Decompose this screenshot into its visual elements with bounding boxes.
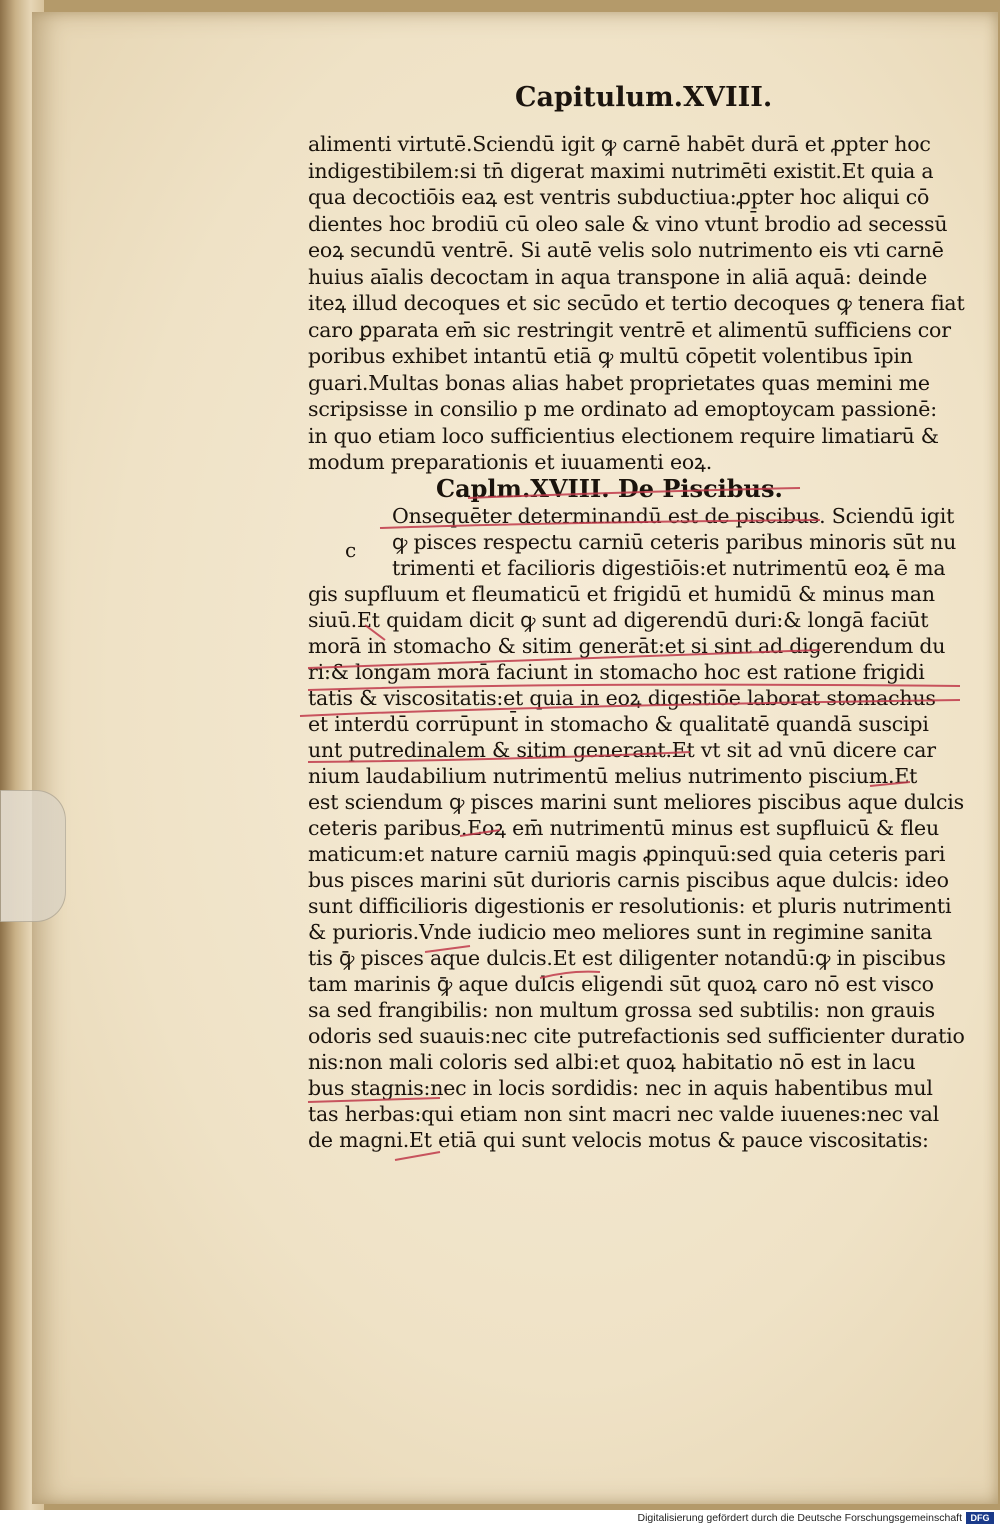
text-line: indigestibilem:si tn̄ digerat maximi nutrimēti existit.Et quia a [308,158,934,183]
text-line: iteꝝ illud decoques et sic secūdo et tertio decoques ꝙ tenera fiat [308,291,965,315]
text-line: dientes hoc brodiū cū oleo sale & vino vtunt̄ brodio ad secessū [308,211,948,236]
underline-5 [308,752,690,762]
text-line: tas herbas:qui etiam non sint macri nec valde iuuenes:nec val [308,1102,940,1126]
text-line: maticum:et nature carniū magis ꝓpinquū:sed quia ceteris pari [308,842,946,866]
heading-underline [468,488,800,498]
text-line: ri:& longam morā faciunt in stomacho hoc est ratione frigidi [308,660,925,684]
mark-5 [540,972,600,978]
text-line: caro ꝑparata em̄ sic restringit ventrē et alimentū sufficiens cor [308,317,951,342]
text-line: eoꝝ secundū ventrē. Si autē velis solo nutrimento eis vti carnē [308,238,944,262]
text-line: odoris sed suauis:nec cite putrefactionis sed sufficienter duratio [308,1024,965,1048]
underline-6 [308,1098,440,1102]
text-line: siuū.Et quidam dicit ꝙ sunt ad digerendū duri:& longā faciūt [308,608,929,632]
text-line: sa sed frangibilis: non multum grossa sed subtilis: non grauis [308,998,935,1022]
text-line: gis supfluum et fleumaticū et frigidū et humidū & minus man [308,582,935,606]
mark-1 [365,625,385,640]
text-line: trimenti et facilioris digestiōis:et nutrimentū eoꝝ ē ma [392,556,946,580]
mark-4 [425,946,470,952]
dfg-logo-icon: DFG [966,1512,994,1524]
footer-credit: Digitalisierung gefördert durch die Deutsche Forschungsgemeinschaft [637,1512,962,1524]
text-line: alimenti virtutē.Sciendū igit ꝙ carnē habēt durā et ꝓpter hoc [308,132,931,156]
text-line: guari.Multas bonas alias habet proprietates quas memini me [308,370,930,395]
text-line: de magni.Et etiā qui sunt velocis motus & pauce viscositatis: [308,1128,929,1152]
text-line: scripsisse in consilio p me ordinato ad emoptoycam passionē: [308,397,937,421]
text-line: sunt difficilioris digestionis er resolutionis: et pluris nutrimenti [308,894,952,918]
underline-4 [300,700,960,716]
text-line: ceteris paribus.Eoꝝ em̄ nutrimentū minus est supfluicū & fleu [308,816,939,840]
text-line: ꝙ pisces respectu carniū ceteris paribus minoris sūt nu [392,530,957,554]
text-line: est sciendum ꝙ pisces marini sunt meliores piscibus aque dulcis [308,790,964,814]
text-line: in quo etiam loco sufficientius electionem require limatiarū & [308,423,939,448]
text-line: modum preparationis et iuuamenti eoꝝ. [308,450,713,474]
text-line: tam marinis ꝙ̄ aque dulcis eligendi sūt quoꝝ caro nō est visco [308,972,934,996]
text-line: et interdū corrūpunt̄ in stomacho & qualitatē quandā suscipi [308,712,929,736]
underline-2 [308,650,820,668]
text-line: poribus exhibet intantū etiā ꝙ multū cōpetit volentibus īpin [308,344,913,368]
underline-3 [308,685,960,690]
mark-3 [460,830,500,836]
text-line: bus pisces marini sūt durioris carnis piscibus aque dulcis: ideo [308,868,949,892]
text-line: qua decoctiōis eaꝝ est ventris subductiua:ꝓpter hoc aliqui cō [308,185,930,209]
text-line: tis ꝙ̄ pisces aque dulcis.Et est diligenter notandū:ꝙ in piscibus [308,946,946,970]
text-line: bus stagnis:nec in locis sordidis: nec in aquis habentibus mul [308,1076,933,1100]
mark-2 [870,782,910,786]
text-line: huius aīalis decoctam in aqua transpone in aliā aquā: deinde [308,264,927,289]
text-line: unt putredinalem & sitim generant.Et vt sit ad vnū dicere car [308,738,936,762]
text-line: nium laudabilium nutrimentū melius nutrimento piscium.Et [308,764,918,788]
text-line: & purioris.Vnde iudicio meo meliores sunt in regimine sanita [308,920,933,944]
mark-6 [395,1152,440,1160]
text-line: tatis & viscositatis:et quia in eoꝝ digestiōe laborat stomachus [308,686,936,710]
text-line: morā in stomacho & sitim generāt:et si sint ad digerendum du [308,634,946,658]
initial-letter: c [345,538,357,562]
text-line: nis:non mali coloris sed albi:et quoꝝ habitatio nō est in lacu [308,1050,916,1074]
page-header: Capitulum.XVIII. [515,82,773,113]
underline-1 [380,520,820,528]
chapter-heading: Caplm.XVIII. De Piscibus. [436,474,783,503]
text-line: Onsequēter determinandū est de piscibus. Sciendū igit [392,504,955,528]
